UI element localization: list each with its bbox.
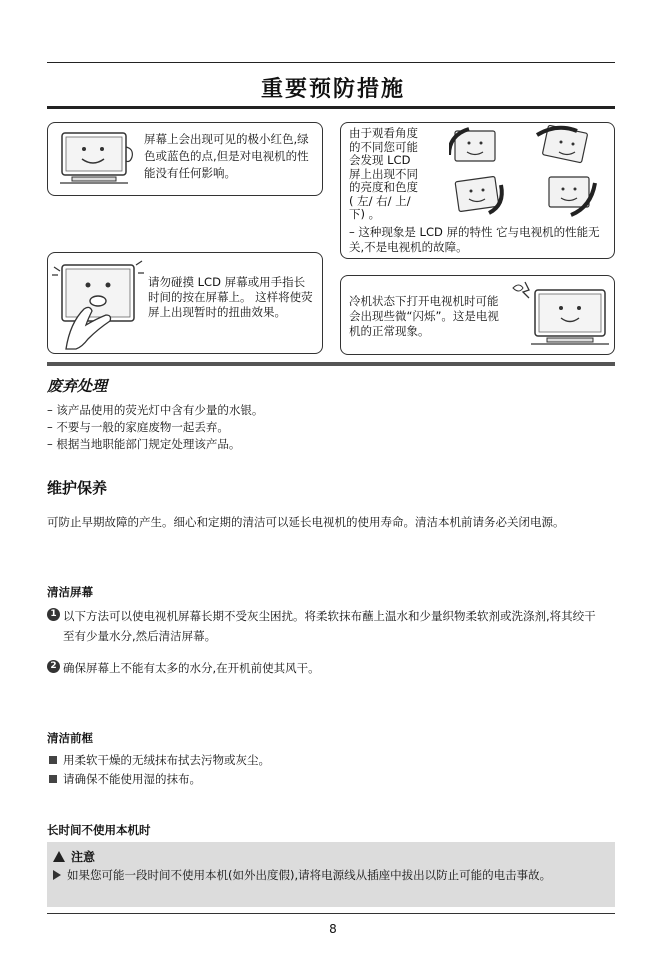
tv-angles-illustration xyxy=(449,125,609,219)
panel-touch xyxy=(47,252,323,354)
title-underline xyxy=(47,106,615,109)
disposal-title: 废弃处理 xyxy=(47,377,108,395)
disposal-item: – 不要与一般的家庭废物一起丢弃。 xyxy=(47,420,229,434)
square-bullet-icon xyxy=(49,775,57,783)
tv-happy-illustration xyxy=(56,129,140,189)
panel-flicker xyxy=(340,275,615,355)
step-number-badge: 1 xyxy=(47,608,60,621)
long-unused-title: 长时间不使用本机时 xyxy=(47,823,151,837)
angle-note: – 这种现象是 LCD 屏的特性 它与电视机的性能无关,不是电视机的故障。 xyxy=(349,225,600,254)
angle-text: 由于观看角度 的不同您可能 会发现 LCD 屏上出现不同 的亮度和色度 ( 左/ 右/ 上/ 下) 。 xyxy=(349,126,418,221)
flicker-text: 冷机状态下打开电视机时可能会出现些微“闪烁”。这是电视机的正常现象。 xyxy=(349,294,499,338)
arrow-right-icon xyxy=(53,870,61,880)
bottom-rule xyxy=(47,913,615,914)
warning-triangle-icon xyxy=(53,851,65,862)
screen-cleaning-title: 清洁屏幕 xyxy=(47,585,93,599)
tv-touch-illustration xyxy=(52,257,146,351)
frame-cleaning-title: 清洁前框 xyxy=(47,731,93,745)
caution-text: 如果您可能一段时间不使用本机(如外出度假),请将电源线从插座中拔出以防止可能的电击事故。 xyxy=(53,866,603,884)
section-separator xyxy=(47,362,615,366)
pixels-text: 屏幕上会出现可见的极小红色,绿色或蓝色的点,但是对电视机的性能没有任何影响。 xyxy=(144,132,309,180)
page-title: 重要预防措施 xyxy=(260,77,405,102)
tv-flicker-illustration xyxy=(511,280,611,352)
square-bullet-icon xyxy=(49,756,57,764)
disposal-item: – 根据当地职能部门规定处理该产品。 xyxy=(47,437,241,451)
caution-heading: 注意 xyxy=(53,848,95,865)
frame-cleaning-item: 用柔软干燥的无绒抹布拭去污物或灰尘。 xyxy=(47,752,270,769)
touch-text: 请勿碰摸 LCD 屏幕或用手指长时间的按在屏幕上。 这样将使荧屏上出现暂时的扭曲效果。 xyxy=(148,275,313,319)
caution-box xyxy=(47,842,615,907)
step-number-badge: 2 xyxy=(47,660,60,673)
frame-cleaning-item: 请确保不能使用湿的抹布。 xyxy=(47,771,201,788)
disposal-item: – 该产品使用的荧光灯中含有少量的水银。 xyxy=(47,403,264,417)
top-rule xyxy=(47,62,615,63)
maintenance-intro: 可防止早期故障的产生。细心和定期的清洁可以延长电视机的使用寿命。清洁本机前请务必关闭电源。 xyxy=(47,515,565,529)
screen-cleaning-step: 1 以下方法可以使电视机屏幕长期不受灰尘困扰。将柔软抹布蘸上温水和少量织物柔软剂或洗涤剂,将其绞干至有少量水分,然后清洁屏幕。 xyxy=(47,606,607,646)
panel-pixels xyxy=(47,122,323,196)
panel-viewing-angle xyxy=(340,122,615,259)
page-number: 8 xyxy=(329,922,337,936)
maintenance-title: 维护保养 xyxy=(47,479,108,497)
screen-cleaning-step: 2 确保屏幕上不能有太多的水分,在开机前使其风干。 xyxy=(47,658,607,678)
